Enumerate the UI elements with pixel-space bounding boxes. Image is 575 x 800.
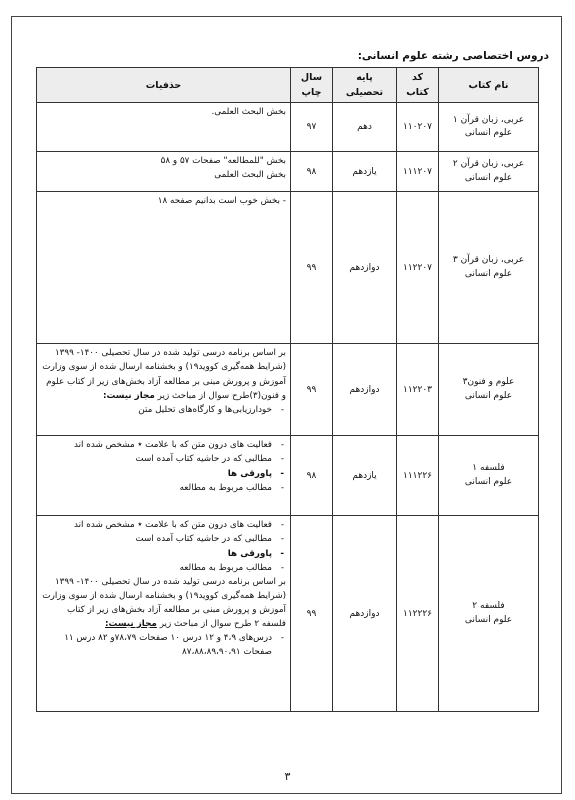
table-row	[37, 192, 539, 344]
print-year-cell: ۹۸	[291, 152, 333, 192]
list-item: - مطالب مربوط به مطالعه	[41, 481, 272, 495]
print-year-cell: ۹۸	[291, 436, 333, 516]
grade-cell: یازدهم	[333, 152, 397, 192]
print-year-cell: ۹۹	[291, 344, 333, 436]
removed-note: بر اساس برنامه درسی تولید شده در سال تحصیلی ۱۴۰۰- ۱۳۹۹ (شرایط همه‌گیری کووید۱۹) و بخشنامه ارسال شده از سوی وزارت آموزش و پرورش مبنی بر مطالعه آزاد بخش‌های زیر از کتاب علوم و فنون(۳)طرح سوال از مباحث زیر مجاز نیست:	[42, 348, 286, 401]
table-row	[37, 103, 539, 152]
header-removed: حذفیات	[37, 68, 291, 103]
grade-cell: دوازدهم	[333, 192, 397, 344]
removed-cell	[37, 436, 291, 516]
book-code-cell: ۱۱۲۲۰۷	[397, 192, 439, 344]
list-item: - مطالب مربوط به مطالعه	[41, 561, 272, 575]
table-row	[37, 516, 539, 712]
book-name-cell: عربی، زبان قرآن ۳ علوم انسانی	[439, 192, 539, 344]
book-code-cell: ۱۱۰۲۰۷	[397, 103, 439, 152]
removed-cell	[37, 344, 291, 436]
list-item: - پاورقی ها	[41, 467, 272, 481]
book-name-cell: عربی، زبان قرآن ۲ علوم انسانی	[439, 152, 539, 192]
grade-cell: دوازدهم	[333, 344, 397, 436]
print-year-cell: ۹۹	[291, 192, 333, 344]
book-code-cell: ۱۱۲۲۰۳	[397, 344, 439, 436]
list-item: - مطالبی که در حاشیه کتاب آمده است	[41, 452, 272, 466]
header-grade: پایه تحصیلی	[333, 68, 397, 103]
print-year-cell: ۹۹	[291, 516, 333, 712]
table-header-row	[37, 68, 539, 103]
removed-list	[41, 631, 286, 659]
removed-list	[41, 403, 286, 417]
book-code-cell: ۱۱۱۲۲۶	[397, 436, 439, 516]
grade-cell: دوازدهم	[333, 516, 397, 712]
header-book-name: نام کتاب	[439, 68, 539, 103]
book-code-cell: ۱۱۱۲۰۷	[397, 152, 439, 192]
grade-cell: یازدهم	[333, 436, 397, 516]
list-item: - خودارزیابی‌ها و کارگاه‌های تحلیل متن	[41, 403, 272, 417]
table-row	[37, 344, 539, 436]
book-name-cell: علوم و فنون۳ علوم انسانی	[439, 344, 539, 436]
removed-cell: - بخش خوب است بدانیم صفحه ۱۸	[37, 192, 291, 344]
list-item: - فعالیت های درون متن که با علامت ٭ مشخص شده اند	[41, 438, 272, 452]
header-book-code: کد کتاب	[397, 68, 439, 103]
removed-list	[41, 438, 286, 494]
removed-note: بر اساس برنامه درسی تولید شده در سال تحصیلی ۱۴۰۰- ۱۳۹۹ (شرایط همه‌گیری کووید۱۹) و بخشنامه ارسال شده از سوی وزارت آموزش و پرورش مبنی بر مطالعه آزاد بخش‌های زیر از کتاب فلسفه ۲ طرح سوال از مباحث زیر مجاز نیست:	[42, 576, 286, 629]
book-name-cell: عربی، زبان قرآن ۱ علوم انسانی	[439, 103, 539, 152]
removed-list	[41, 518, 286, 574]
removed-cell: بخش "للمطالعه" صفحات ۵۷ و ۵۸ بخش البحث العلمی	[37, 152, 291, 192]
grade-cell: دهم	[333, 103, 397, 152]
courses-table	[36, 67, 539, 712]
removed-cell	[37, 516, 291, 712]
page-number: ۳	[284, 770, 291, 783]
list-item: - درس‌های ۴،۹ و ۱۲ درس ۱۰ صفحات ۷۸،۷۹و ۸۲ درس ۱۱ صفحات ۸۷،۸۸،۸۹،۹۰،۹۱	[41, 631, 272, 659]
header-print-year: سال چاپ	[291, 68, 333, 103]
removed-cell: بخش البحث العلمی.	[37, 103, 291, 152]
list-item: - فعالیت های درون متن که با علامت ٭ مشخص شده اند	[41, 518, 272, 532]
list-item: - مطالبی که در حاشیه کتاب آمده است	[41, 532, 272, 546]
book-code-cell: ۱۱۲۲۲۶	[397, 516, 439, 712]
table-row	[37, 436, 539, 516]
book-name-cell: فلسفه ۲ علوم انسانی	[439, 516, 539, 712]
list-item: - پاورقی ها	[41, 547, 272, 561]
section-heading: دروس اختصاصی رشته علوم انسانی:	[357, 50, 549, 62]
table-row	[37, 152, 539, 192]
book-name-cell: فلسفه ۱ علوم انسانی	[439, 436, 539, 516]
print-year-cell: ۹۷	[291, 103, 333, 152]
